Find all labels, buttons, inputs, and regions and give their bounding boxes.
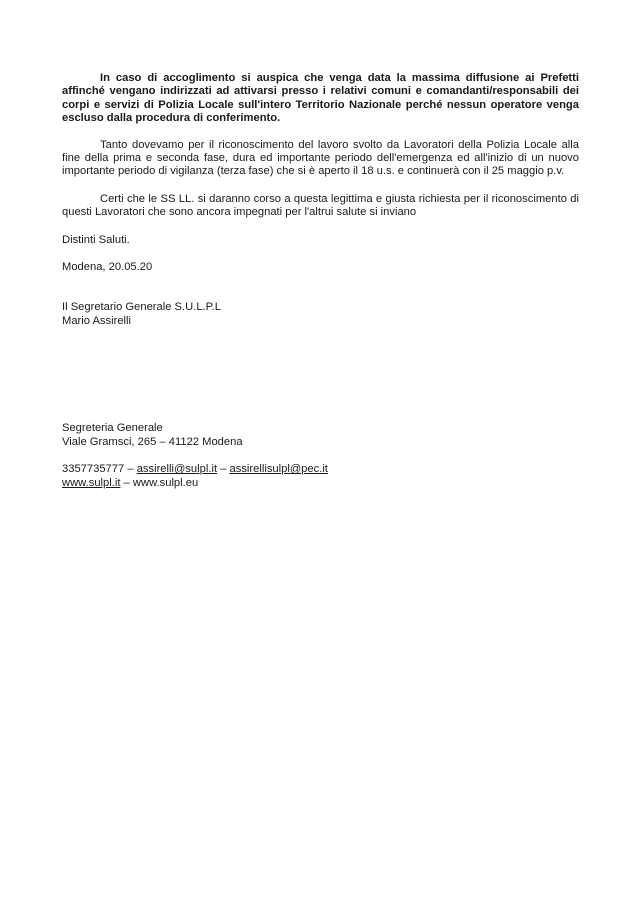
contact-separator: –	[217, 463, 230, 476]
website-separator: –	[120, 476, 133, 489]
paragraph-recognition: Tanto dovevamo per il riconoscimento del lavoro svolto da Lavoratori della Polizia Locale alla fine della prima e seconda fase, dura ed importante periodo dell'emergenza ed all'inizio di un nuovo importante periodo di vigilanza (terza fase) che si è aperto il 18 u.s. e continuerà con il 25 maggio p.v.	[62, 138, 579, 178]
email-link-pec[interactable]: assirellisulpl@pec.it	[229, 463, 328, 476]
contact-block	[62, 463, 579, 490]
paragraph-closing-request: Certi che le SS LL. si daranno corso a questa legittima e giusta richiesta per il riconoscimento di questi Lavoratori che sono ancora impegnati per l'altrui salute si inviano	[62, 192, 579, 219]
date-line: Modena, 20.05.20	[62, 261, 153, 274]
website-eu: www.sulpl.eu	[132, 476, 199, 489]
contact-separator: –	[124, 463, 137, 476]
office-address: Viale Gramsci, 265 – 41122 Modena	[62, 435, 243, 448]
letter-body	[62, 72, 579, 490]
email-link-primary[interactable]: assirelli@sulpl.it	[136, 463, 218, 476]
office-address-block	[62, 422, 579, 449]
website-link-it[interactable]: www.sulpl.it	[62, 476, 121, 489]
contact-line	[62, 463, 579, 476]
signer-title: Il Segretario Generale S.U.L.P.L	[62, 301, 221, 314]
signature-block	[62, 301, 579, 328]
office-name: Segreteria Generale	[62, 422, 163, 435]
phone-number: 3357735777	[62, 463, 125, 476]
website-line	[62, 477, 579, 490]
paragraph-request-diffusion: In caso di accoglimento si auspica che venga data la massima diffusione ai Prefetti affinché vengano indirizzati ad attivarsi presso i relativi comuni e comandanti/responsabili dei corpi e servizi di Polizia Locale sull'intero Territorio Nazionale perché nessun operatore venga escluso dalla procedura di conferimento.	[62, 72, 579, 125]
closing-salutation: Distinti Saluti.	[62, 233, 130, 246]
signer-name: Mario Assirelli	[62, 314, 132, 327]
